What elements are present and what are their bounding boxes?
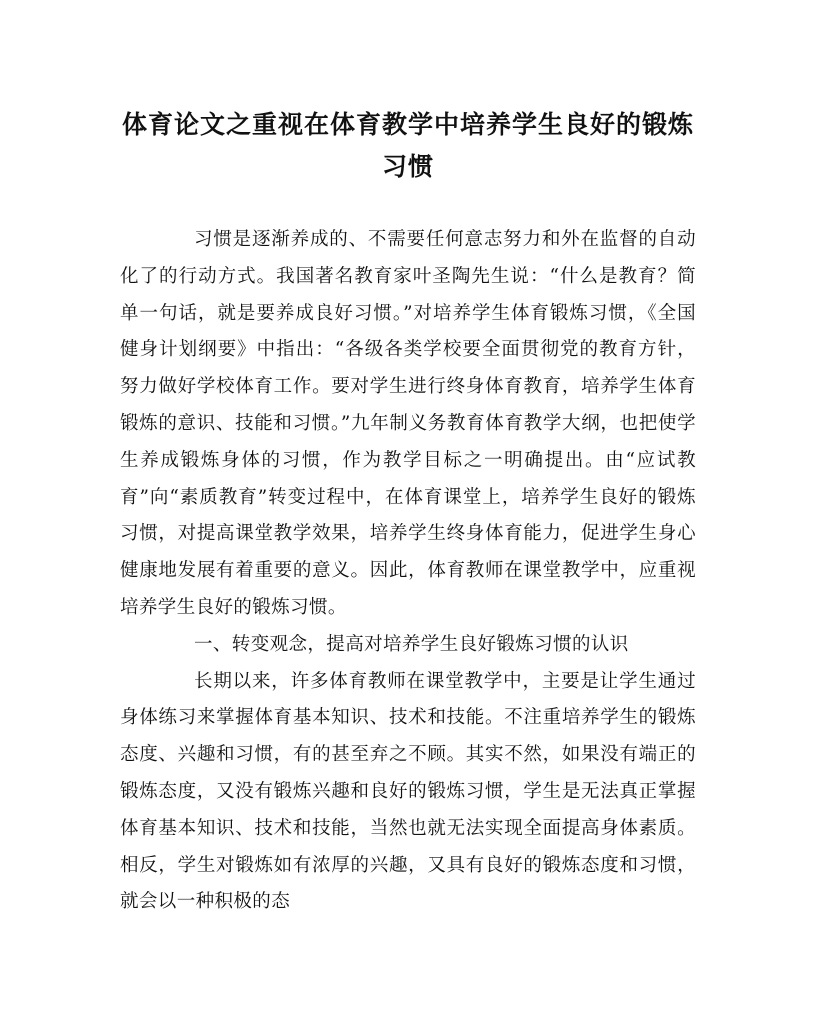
document-body xyxy=(120,222,696,921)
document-title: 体育论文之重视在体育教学中培养学生良好的锻炼习惯 xyxy=(121,110,694,181)
section-heading-1: 一、转变观念，提高对培养学生良好锻炼习惯的认识 xyxy=(194,633,629,655)
paragraph-section-1: 长期以来，许多体育教师在课堂教学中，主要是让学生通过身体练习来掌握体育基本知识、技术和技能。不注重培养学生的锻炼态度、兴趣和习惯，有的甚至弃之不顾。其实不然，如果没有端正的锻炼态度，又没有锻炼兴趣和良好的锻炼习惯，学生是无法真正掌握体育基本知识、技术和技能，当然也就无法实现全面提高身体素质。相反，学生对锻炼如有浓厚的兴趣，又具有良好的锻炼态度和习惯，就会以一种积极的态 xyxy=(120,670,696,913)
paragraph-intro: 习惯是逐渐养成的、不需要任何意志努力和外在监督的自动化了的行动方式。我国著名教育家叶圣陶先生说：“什么是教育？简单一句话，就是要养成良好习惯。”对培养学生体育锻炼习惯，《全国健身计划纲要》中指出：“各级各类学校要全面贯彻党的教育方针，努力做好学校体育工作。要对学生进行终身体育教育，培养学生体育锻炼的意识、技能和习惯。”九年制义务教育体育教学大纲，也把使学生养成锻炼身体的习惯，作为教学目标之一明确提出。由“应试教育”向“素质教育”转变过程中，在体育课堂上，培养学生良好的锻炼习惯，对提高课堂教学效果，培养学生终身体育能力，促进学生身心健康地发展有着重要的意义。因此，体育教师在课堂教学中，应重视培养学生良好的锻炼习惯。 xyxy=(120,229,696,618)
